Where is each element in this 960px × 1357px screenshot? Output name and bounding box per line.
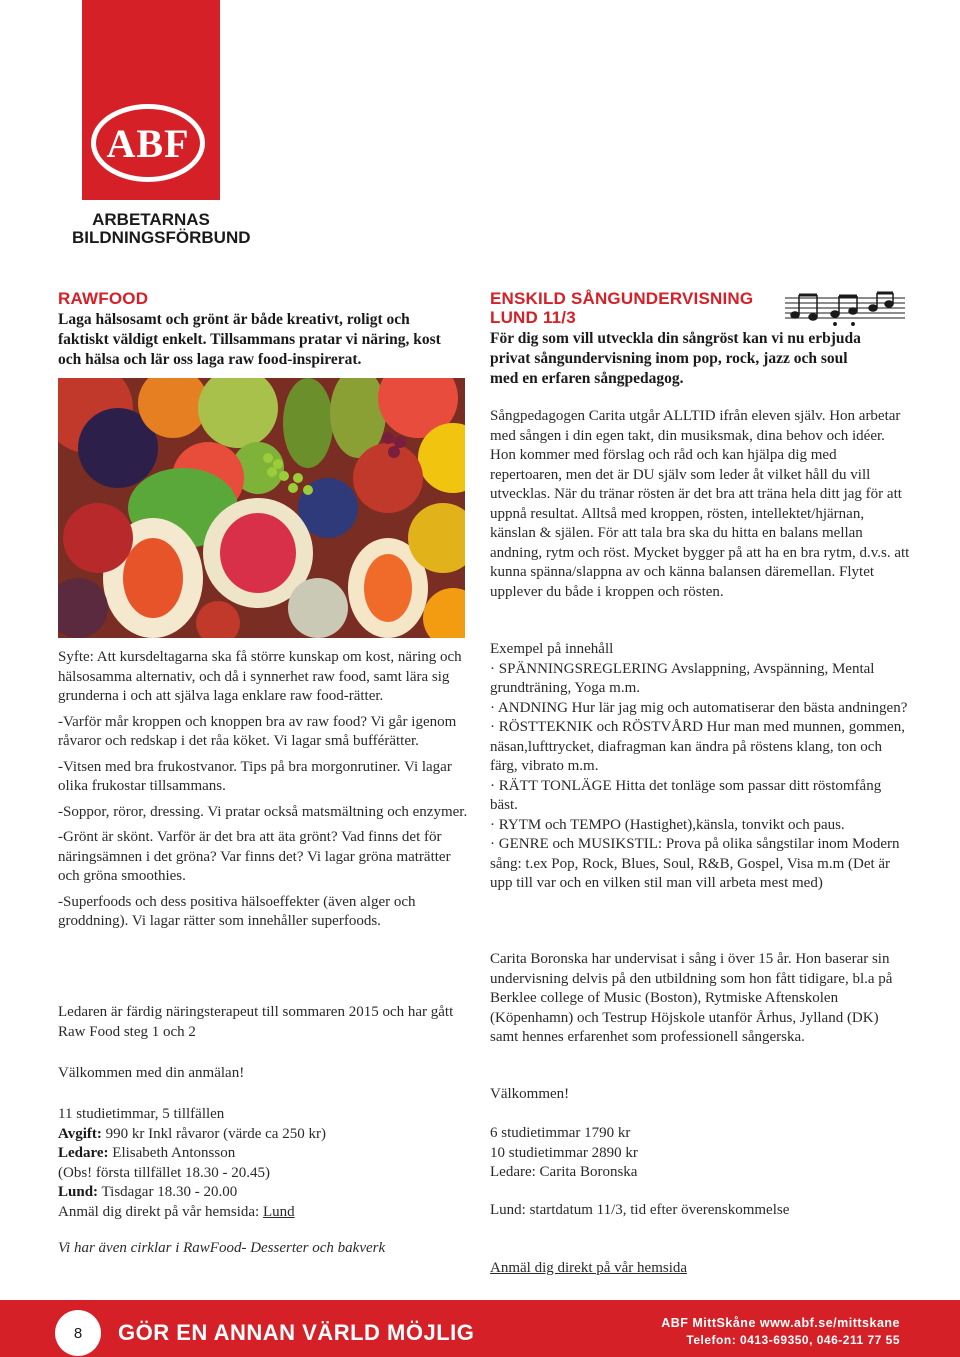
org-name — [72, 210, 251, 247]
lund-value: Tisdagar 18.30 - 20.00 — [98, 1184, 238, 1200]
abf-logo-block — [82, 0, 220, 200]
singing-start: Lund: startdatum 11/3, tid efter överenskommelse — [490, 1202, 790, 1218]
footer-slogan: GÖR EN ANNAN VÄRLD MÖJLIG — [118, 1320, 475, 1345]
lund-label: Lund: — [58, 1184, 99, 1200]
singing-title — [490, 289, 753, 327]
singing-welcome: Välkommen! — [490, 1086, 570, 1102]
rawfood-title: RAWFOOD — [58, 289, 149, 308]
example-item: · RYTM och TEMPO (Hastighet),känsla, tonvikt och paus. — [490, 816, 845, 833]
price-6h: 6 studietimmar 1790 kr — [490, 1125, 631, 1141]
singing-leader: Ledare: Carita Boronska — [490, 1164, 638, 1180]
singing-title-line1: ENSKILD SÅNGUNDERVISNING — [490, 289, 754, 308]
singing-intro: Sångpedagogen Carita utgår ALLTID ifrån eleven själv. Hon arbetar med sången i din egen takt, din musiksmak, dina behov och idéer. Hon kommer med förslag och råd och kan hjälpa dig med repertoaren, men det är DU själv som leder åt vilket håll du vill utvecklas. När du tränar rösten är det bra att träna hela ditt jag för att uppnå resultat. Alltså med kroppen, rösten, intellektet/hjärnan, känslan & själen. För att tala bra ska du hitta en balans mellan andning, rytm och röst. Mycket bygger på att ha en bra rytm, d.v.s. att kunna spänna/slappna av och känna balansen däremellan. Flytet upplever du både i kroppen och rösten. — [490, 408, 910, 600]
example-item: · ANDNING Hur lär jag mig och automatiserar den bästa andningen? — [490, 699, 908, 716]
footer-phone: Telefon: 0413-69350, 046-211 77 55 — [686, 1333, 900, 1347]
example-item: · SPÄNNINGSREGLERING Avslappning, Avspänning, Mental grundträning, Yoga m.m. — [490, 660, 875, 696]
leader-value: Elisabeth Antonsson — [108, 1145, 236, 1161]
fee-value: 990 kr Inkl råvaror (värde ca 250 kr) — [101, 1125, 326, 1142]
course-fee — [58, 1125, 468, 1145]
course-location — [58, 1183, 468, 1203]
logo-text: ABF — [106, 120, 190, 166]
rawfood-paragraph: -Varför mår kroppen och knoppen bra av raw food? Vi går igenom råvaror och redskap i det råa köket. Vi lagar små bufférätter. — [58, 713, 457, 749]
singing-title-line2: LUND 11/3 — [490, 308, 576, 327]
singing-prices — [490, 1124, 638, 1183]
teacher-bio: Carita Boronska har undervisat i sång i över 15 år. Hon baserar sin undervisning delvis på den utbildning som hon fått tidigare, bl.a på Berklee college of Music (Boston), Rytmiske Aftenskolen (Köpenhamn) och Testrup Höjskole utanför Århus, Jylland (DK) samt hennes erfarenhet som professionell sångerska. — [490, 951, 893, 1045]
rawfood-body — [58, 648, 468, 932]
footer-org[interactable]: ABF MittSkåne www.abf.se/mittskane — [661, 1316, 900, 1330]
rawfood-paragraph: -Vitsen med bra frukostvanor. Tips på bra morgonrutiner. Vi lagar olika frukostar tillsammans. — [58, 758, 452, 794]
singing-lead: För dig som vill utveckla din sångröst kan vi nu erbjuda privat sångundervisning inom pop, rock, jazz och soul med en erfaren sångpedagog. — [490, 330, 861, 387]
singing-signup-link[interactable]: Anmäl dig direkt på vår hemsida — [490, 1260, 688, 1276]
fruit-photo — [58, 378, 465, 638]
rawfood-paragraph: Syfte: Att kursdeltagarna ska få större kunskap om kost, näring och hälsosamma alternativ, och då i synnerhet raw food, samt lära sig grunderna i och att själva laga enklare raw food-rätter. — [58, 649, 462, 704]
example-item: · RÖSTTEKNIK och RÖSTVÅRD Hur man med munnen, gommen, näsan,lufttrycket, diafragman kan ändra på röstens klang, ton och färg, vibrato m.m. — [490, 719, 905, 774]
examples-title: Exempel på innehåll — [490, 641, 614, 657]
course-note: (Obs! första tillfället 18.30 - 20.45) — [58, 1164, 271, 1181]
fee-label: Avgift: — [58, 1125, 102, 1142]
signup-text: Anmäl dig direkt på vår hemsida: — [58, 1203, 263, 1220]
example-item: · RÄTT TONLÄGE Hitta det tonläge som passar ditt röstomfång bäst. — [490, 777, 882, 813]
example-item: · GENRE och MUSIKSTIL: Prova på olika sångstilar inom Modern sång: t.ex Pop, Rock, Blues, Soul, R&B, Gospel, Visa m.m (Det är upp till var och en vilken stil man vill arbeta mest med) — [490, 836, 900, 891]
rawfood-footnote: Vi har även cirklar i RawFood- Desserter och bakverk — [58, 1240, 386, 1256]
signup-link-lund[interactable]: Lund — [262, 1203, 295, 1220]
rawfood-paragraph: -Superfoods och dess positiva hälsoeffekter (även alger och groddning). Vi lagar rätter som innehåller superfoods. — [58, 893, 416, 929]
price-10h: 10 studietimmar 2890 kr — [490, 1144, 638, 1161]
rawfood-lead: Laga hälsosamt och grönt är både kreativt, roligt och faktiskt väldigt enkelt. Tillsammans pratar vi näring, kost och hälsa och lär oss laga raw food-inspirerat. — [58, 311, 441, 368]
course-leader — [58, 1144, 468, 1164]
rawfood-paragraph: -Soppor, röror, dressing. Vi pratar också matsmältning och enzymer. — [58, 803, 468, 820]
course-hours: 11 studietimmar, 5 tillfällen — [58, 1106, 225, 1122]
course-details — [58, 1105, 468, 1222]
welcome-text: Välkommen med din anmälan! — [58, 1065, 245, 1081]
leader-info: Ledaren är färdig näringsterapeut till sommaren 2015 och har gått Raw Food steg 1 och 2 — [58, 1004, 454, 1040]
leader-label: Ledare: — [58, 1145, 109, 1161]
music-notes-icon — [785, 290, 905, 330]
singing-examples — [490, 640, 910, 894]
fruit-photo-graphic — [58, 378, 465, 638]
course-signup — [58, 1203, 468, 1223]
org-name-line1: ARBETARNAS — [92, 210, 210, 229]
abf-logo — [91, 104, 205, 182]
page-number: 8 — [55, 1310, 101, 1356]
rawfood-paragraph: -Grönt är skönt. Varför är det bra att äta grönt? Vad finns det för näringsämnen i det gröna? Var finns det? Vi lagar gröna maträtter och gröna smoothies. — [58, 829, 451, 884]
org-name-line2: BILDNINGSFÖRBUND — [72, 228, 251, 247]
